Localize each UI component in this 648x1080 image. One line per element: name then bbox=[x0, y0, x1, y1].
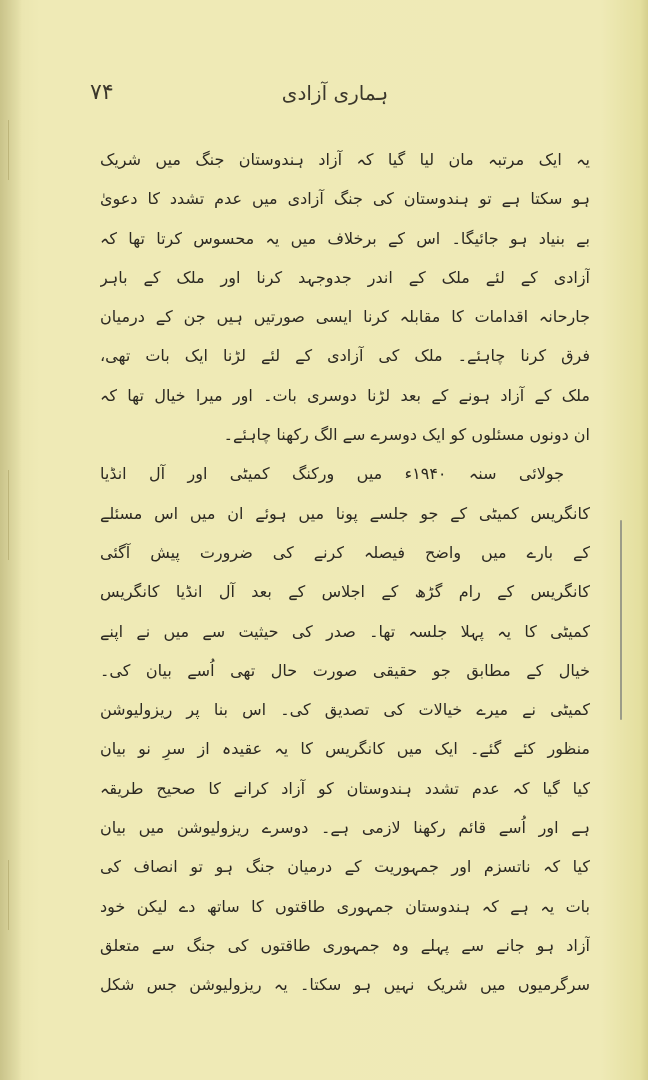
text-line: کمیٹی کا یہ پہلا جلسہ تھا۔ صدر کی حیثیت سے میں نے اپنے bbox=[100, 621, 590, 641]
text-line: جارحانہ اقدامات کا مقابلہ کرنا ایسی صورتیں ہیں جن کے درمیان bbox=[100, 307, 590, 327]
text-line: سرگرمیوں میں شریک نہیں ہو سکتا۔ یہ ریزولیوشن جس شکل bbox=[100, 975, 590, 995]
text-line: ہے اور اُسے قائم رکھنا لازمی ہے۔ دوسرے ریزولیوشن میں بیان bbox=[100, 818, 590, 838]
text-line: ان دونوں مسئلوں کو ایک دوسرے سے الگ رکھنا چاہئے۔ bbox=[223, 425, 590, 445]
text-line: آزادی کے لئے ملک کے اندر جدوجہد کرنا اور ملک کے باہر bbox=[100, 267, 590, 287]
text-line: آزاد ہو جانے سے پہلے وہ جمہوری طاقتوں کی جنگ سے متعلق bbox=[100, 935, 590, 955]
binding-stitch bbox=[8, 860, 9, 930]
page-header bbox=[90, 78, 578, 108]
text-line: کے بارے میں واضح فیصلہ کرنے کی ضرورت پیش آگئی bbox=[100, 542, 590, 562]
text-line: بات یہ ہے کہ ہندوستان جمہوری طاقتوں کا ساتھ دے لیکن خود bbox=[100, 896, 590, 916]
text-line: کانگریس کے رام گڑھ کے اجلاس کے بعد آل انڈیا کانگریس bbox=[100, 582, 590, 602]
text-line: فرق کرنا چاہئے۔ ملک کی آزادی کے لئے لڑنا ایک بات تھی، bbox=[100, 346, 590, 366]
text-line: بے بنیاد ہو جائیگا۔ اس کے برخلاف میں یہ محسوس کرتا تھا کہ bbox=[100, 228, 590, 248]
text-line: یہ ایک مرتبہ مان لیا گیا کہ آزاد ہندوستان جنگ میں شریک bbox=[100, 150, 590, 169]
margin-pencil-mark bbox=[620, 520, 622, 720]
body-text bbox=[100, 140, 590, 1005]
text-line: کیا کہ ناتسزم اور جمہوریت کے درمیان جنگ ہو تو انصاف کی bbox=[100, 857, 590, 877]
text-line: خیال کے مطابق جو حقیقی صورت حال تھی اُسے بیان کی۔ bbox=[100, 660, 590, 680]
text-line: کمیٹی نے میرے خیالات کی تصدیق کی۔ اس بنا پر ریزولیوشن bbox=[100, 700, 590, 720]
running-title: ہماری آزادی bbox=[281, 81, 389, 105]
text-line: کیا گیا کہ عدم تشدد ہندوستان کو آزاد کرانے کا صحیح طریقہ bbox=[100, 778, 590, 798]
text-line: ملک کے آزاد ہونے کے بعد لڑنا دوسری بات۔ اور میرا خیال تھا کہ bbox=[100, 385, 590, 405]
binding-stitch bbox=[8, 120, 9, 180]
binding-stitch bbox=[8, 470, 9, 560]
text-line: ہو سکتا ہے تو ہندوستان کی جنگ آزادی میں عدم تشدد کا دعویٰ bbox=[100, 189, 590, 209]
text-line: کانگریس کمیٹی کے جو جلسے پونا میں ہوئے ان میں اس مسئلے bbox=[100, 503, 590, 523]
text-line: منظور کئے گئے۔ ایک میں کانگریس کا یہ عقیدہ از سرِ نو بیان bbox=[100, 739, 590, 759]
page-number: ۷۴ bbox=[90, 80, 114, 105]
page-binding-edge bbox=[0, 0, 22, 1080]
text-line: جولائی سنہ ۱۹۴۰ء میں ورکنگ کمیٹی اور آل انڈیا bbox=[100, 464, 564, 484]
